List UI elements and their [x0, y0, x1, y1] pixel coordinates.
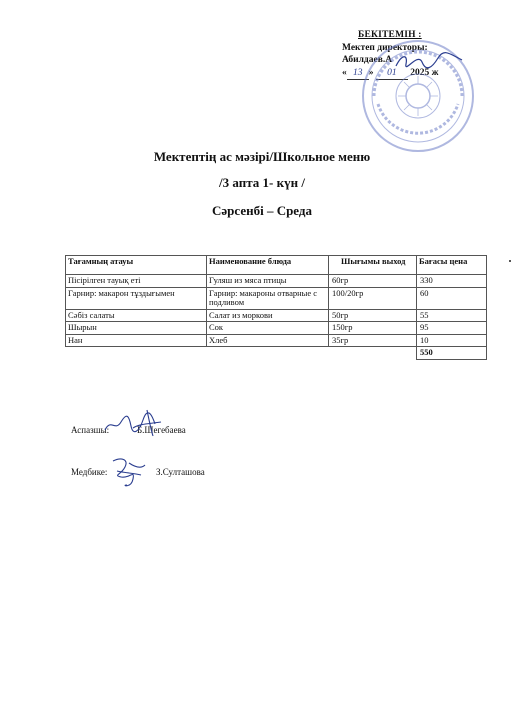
dish-yield: 35гр [329, 334, 417, 347]
table-row [66, 334, 487, 347]
menu-table [65, 255, 487, 360]
approval-name: Абилдаев.А [342, 55, 393, 65]
table-row [66, 287, 487, 309]
dish-yield: 60гр [329, 275, 417, 288]
dish-name-ru: Сок [207, 322, 329, 335]
column-header: Наименование блюда [207, 256, 329, 275]
nurse-role: Медбике: [71, 467, 108, 477]
approval-title: БЕКІТЕМІН : [358, 30, 422, 40]
nurse-signature [107, 455, 147, 487]
dish-yield: 50гр [329, 309, 417, 322]
column-header: Тағамның атауы [66, 256, 207, 275]
dish-name-kz: Шырын [66, 322, 207, 335]
approval-date: « 13 » 01 2025 ж [342, 67, 439, 81]
approval-date-month: 01 [376, 67, 408, 81]
menu-title: Мектептің ас мәзірі/Школьное меню [153, 149, 371, 164]
column-header: Бағасы цена [417, 256, 487, 275]
dish-name-ru: Гуляш из мяса птицы [207, 275, 329, 288]
dish-name-kz: Нан [66, 334, 207, 347]
dish-price: 60 [417, 287, 487, 309]
dish-name-kz: Пісірілген тауық еті [66, 275, 207, 288]
cook-role: Аспазшы: [71, 425, 110, 435]
approval-position: Мектеп директоры: [342, 42, 428, 53]
dish-name-kz: Гарнир: макарон тұздығымен [66, 287, 207, 309]
dish-price: 95 [417, 322, 487, 335]
week-day-label: /3 апта 1- күн / [219, 175, 305, 190]
weekday-title: Сәрсенбі – Среда [212, 203, 312, 218]
dish-price: 330 [417, 275, 487, 288]
approval-date-year: 2025 ж [410, 67, 439, 78]
dish-name-kz: Сәбіз салаты [66, 309, 207, 322]
table-total-row [66, 347, 487, 360]
director-signature [392, 50, 466, 72]
total-price: 550 [417, 347, 487, 360]
nurse-name: З.Султашова [156, 467, 205, 477]
dish-yield: 150гр [329, 322, 417, 335]
dish-price: 55 [417, 309, 487, 322]
table-header-row [66, 256, 487, 275]
dish-name-ru: Гарнир: макароны отварные с подливом [207, 287, 329, 309]
dish-price: 10 [417, 334, 487, 347]
dish-yield: 100/20гр [329, 287, 417, 309]
table-row [66, 322, 487, 335]
column-header: Шығымы выход [329, 256, 417, 275]
table-row [66, 309, 487, 322]
dish-name-ru: Хлеб [207, 334, 329, 347]
table-row [66, 275, 487, 288]
cook-signature [103, 408, 165, 438]
approval-date-day: 13 [347, 67, 369, 81]
dish-name-ru: Салат из моркови [207, 309, 329, 322]
page-mark [509, 260, 511, 262]
cook-name: Б.Шегебаева [137, 425, 186, 435]
